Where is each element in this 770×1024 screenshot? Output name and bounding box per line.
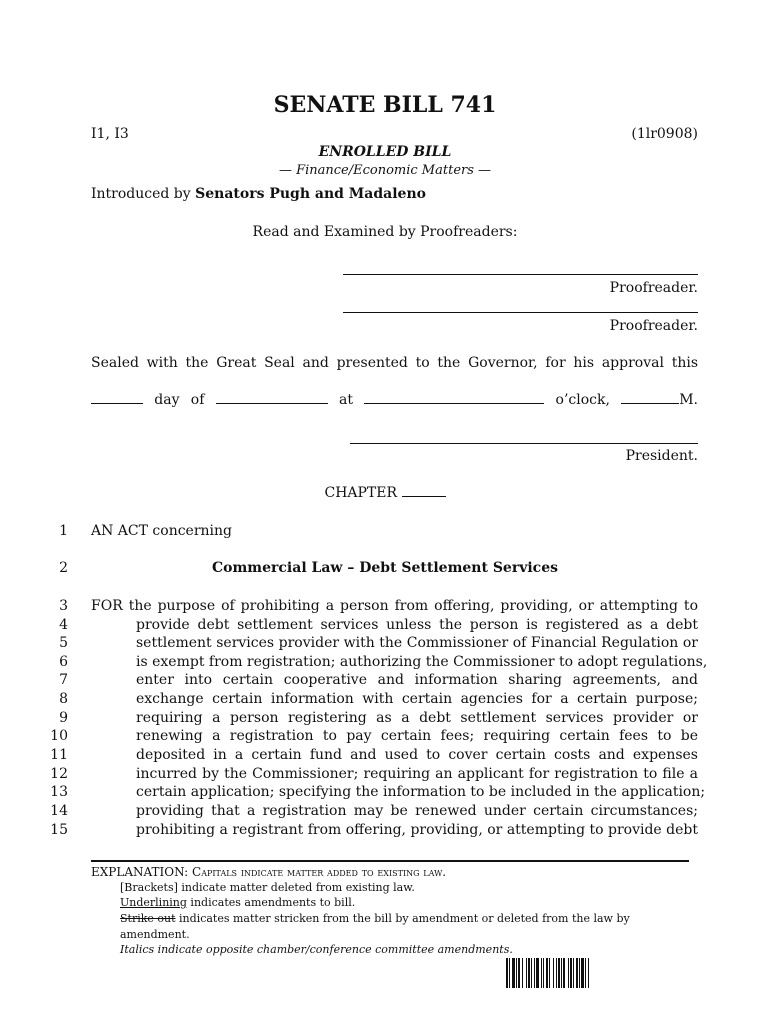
at-word: at	[338, 392, 353, 408]
line-number: 10	[50, 728, 68, 744]
line-number: 12	[50, 766, 68, 782]
line-number: 3	[59, 598, 68, 614]
proofreaders-heading: Read and Examined by Proofreaders:	[252, 224, 518, 240]
barcode-bar	[589, 958, 591, 988]
line-number: 1	[59, 523, 68, 539]
time-blank	[364, 392, 544, 404]
line-number: 14	[50, 803, 68, 819]
enrolled-bill-label: ENROLLED BILL	[318, 144, 452, 160]
purpose-line: FOR the purpose of prohibiting a person from offering, providing, or attempting to	[91, 598, 698, 614]
line-number: 2	[59, 560, 68, 576]
line-number: 15	[50, 822, 68, 838]
explanation-capitals: Capitals indicate matter added to existing law.	[192, 865, 447, 879]
purpose-line: enter into certain cooperative and information sharing agreements, and	[136, 672, 698, 688]
president-signature-line	[350, 443, 698, 444]
bill-title: SENATE BILL 741	[273, 92, 497, 118]
purpose-line: exchange certain information with certain agencies for a certain purpose;	[136, 691, 698, 707]
president-label: President.	[625, 448, 698, 464]
proofreader-label-2: Proofreader.	[609, 318, 698, 334]
act-concerning: AN ACT concerning	[91, 523, 232, 539]
month-blank	[216, 392, 328, 404]
line-number: 7	[59, 672, 68, 688]
date-time-row	[91, 392, 698, 408]
proofreader-label-1: Proofreader.	[609, 280, 698, 296]
explanation-label: EXPLANATION:	[91, 865, 193, 879]
subject-codes: I1, I3	[91, 126, 129, 142]
purpose-line: requiring a person registering as a debt settlement services provider or	[136, 710, 698, 726]
strike-text: indicates matter stricken from the bill by amendment or deleted from the law by	[175, 912, 630, 925]
purpose-line: settlement services provider with the Commissioner of Financial Regulation or	[136, 635, 698, 651]
meridiem-blank	[621, 392, 679, 404]
chapter-line	[0, 485, 770, 501]
sealed-statement: Sealed with the Great Seal and presented to the Governor, for his approval this	[91, 355, 698, 371]
line-number: 4	[59, 617, 68, 633]
purpose-line: is exempt from registration; authorizing the Commissioner to adopt regulations,	[136, 654, 708, 670]
purpose-line: deposited in a certain fund and used to cover certain costs and expenses	[136, 747, 698, 763]
brackets-text: indicate matter deleted from existing law.	[177, 881, 415, 894]
purpose-line: renewing a registration to pay certain fees; requiring certain fees to be	[136, 728, 698, 744]
proofreader-signature-line-2	[343, 312, 698, 313]
strikeout-explanation	[120, 912, 630, 925]
explanation-heading	[91, 865, 446, 879]
purpose-line: provide debt settlement services unless the person is registered as a debt	[136, 617, 698, 633]
chapter-label: CHAPTER	[324, 485, 398, 501]
barcode	[506, 958, 691, 988]
committee-label: — Finance/Economic Matters —	[278, 163, 492, 178]
day-word: day	[154, 392, 180, 408]
chapter-blank	[402, 485, 446, 497]
day-blank	[91, 392, 143, 404]
strike-mark: Strike out	[120, 912, 176, 925]
purpose-line: incurred by the Commissioner; requiring an applicant for registration to file a	[136, 766, 698, 782]
proofreader-signature-line-1	[343, 274, 698, 275]
explanation-rule	[91, 860, 689, 862]
oclock-word: o’clock,	[555, 392, 610, 408]
sponsors: Senators Pugh and Madaleno	[195, 186, 426, 202]
purpose-line: prohibiting a registrant from offering, providing, or attempting to provide debt	[136, 822, 698, 838]
purpose-line: certain application; specifying the information to be included in the application;	[136, 784, 706, 800]
bill-subject-title: Commercial Law – Debt Settlement Services	[212, 560, 558, 576]
line-number: 11	[50, 747, 68, 763]
meridiem-group	[621, 392, 698, 408]
brackets-explanation	[120, 881, 415, 894]
line-number: 8	[59, 691, 68, 707]
strikeout-explanation-cont: amendment.	[120, 928, 190, 941]
brackets-mark: [Brackets]	[120, 881, 178, 894]
line-number: 13	[50, 784, 68, 800]
introduced-by-prefix: Introduced by	[91, 186, 196, 202]
line-number: 9	[59, 710, 68, 726]
underline-mark: Underlining	[120, 896, 187, 909]
lr-number: (1lr0908)	[631, 126, 698, 142]
underlining-explanation	[120, 896, 355, 909]
purpose-line: providing that a registration may be renewed under certain circumstances;	[136, 803, 698, 819]
introduced-by	[91, 186, 426, 202]
underline-text: indicates amendments to bill.	[186, 896, 356, 909]
italics-explanation: Italics indicate opposite chamber/conference committee amendments.	[120, 943, 513, 956]
line-number: 5	[59, 635, 68, 651]
of-word: of	[190, 392, 205, 408]
line-number: 6	[59, 654, 68, 670]
m-word: M.	[679, 392, 698, 408]
